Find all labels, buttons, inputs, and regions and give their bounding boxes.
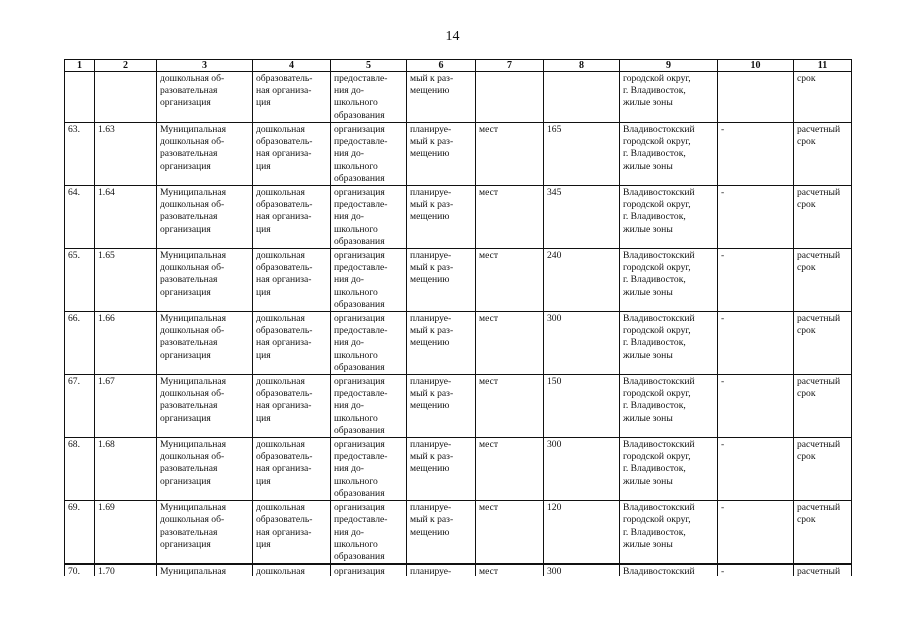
table-cell: - (718, 249, 794, 312)
table-cell: дошкольная образователь- ная организа- ция (253, 249, 331, 312)
table-cell: планируе- (407, 565, 476, 577)
column-header: 9 (620, 60, 718, 72)
table-cell: расчетный срок (794, 186, 852, 249)
table-cell: планируе- мый к раз- мещению (407, 375, 476, 438)
table-cell: 300 (544, 312, 620, 375)
table-cell: Муниципальная дошкольная об- разовательная организация (157, 186, 253, 249)
table-cell: Владивостокский городской округ, г. Владивосток, жилые зоны (620, 123, 718, 186)
table-cell: расчетный срок (794, 312, 852, 375)
table-cell: Владивостокский городской округ, г. Владивосток, жилые зоны (620, 501, 718, 564)
page-number: 14 (445, 29, 460, 44)
table-cell (544, 72, 620, 123)
table-cell: дошкольная образователь- ная организа- ция (253, 438, 331, 501)
table-row (65, 375, 852, 438)
table-cell: планируе- мый к раз- мещению (407, 186, 476, 249)
table-cell (476, 72, 544, 123)
table-cell: Владивостокский городской округ, г. Владивосток, жилые зоны (620, 186, 718, 249)
table-cell: организация предоставле- ния до- школьного образования (331, 312, 407, 375)
column-header: 10 (718, 60, 794, 72)
table-cell: 67. (65, 375, 95, 438)
column-header: 1 (65, 60, 95, 72)
table-cell: - (718, 438, 794, 501)
table-cell: организация предоставле- ния до- школьного образования (331, 186, 407, 249)
table-cell: расчетный срок (794, 249, 852, 312)
table-cell: 65. (65, 249, 95, 312)
column-header: 8 (544, 60, 620, 72)
table-cell: Муниципальная (157, 565, 253, 577)
table-cell: - (718, 123, 794, 186)
table-cell: планируе- мый к раз- мещению (407, 438, 476, 501)
table-cell: - (718, 186, 794, 249)
table-cell: мый к раз- мещению (407, 72, 476, 123)
table-cell: планируе- мый к раз- мещению (407, 123, 476, 186)
table-cell: планируе- мый к раз- мещению (407, 312, 476, 375)
table-cell: 1.69 (95, 501, 157, 564)
table-cell: 63. (65, 123, 95, 186)
table-cell: организация предоставле- ния до- школьного образования (331, 123, 407, 186)
table-cell: образователь- ная организа- ция (253, 72, 331, 123)
table-cell: дошкольная образователь- ная организа- ция (253, 186, 331, 249)
table-cell: Муниципальная дошкольная об- разовательная организация (157, 375, 253, 438)
table-cell: организация предоставле- ния до- школьного образования (331, 438, 407, 501)
table-cell: организация (331, 565, 407, 577)
table-cell: 240 (544, 249, 620, 312)
table-cell (65, 72, 95, 123)
table-cell: Муниципальная дошкольная об- разовательная организация (157, 312, 253, 375)
table-cell: дошкольная (253, 565, 331, 577)
table-cell: планируе- мый к раз- мещению (407, 501, 476, 564)
table-cell: 1.65 (95, 249, 157, 312)
table-row (65, 249, 852, 312)
table-cell: мест (476, 438, 544, 501)
table-cell: 66. (65, 312, 95, 375)
table-row-continued (65, 72, 852, 123)
table-cell: расчетный срок (794, 375, 852, 438)
table-cell: 1.66 (95, 312, 157, 375)
table-cell: 68. (65, 438, 95, 501)
table-cell: - (718, 501, 794, 564)
column-header: 6 (407, 60, 476, 72)
table-cell: 1.64 (95, 186, 157, 249)
table-row-cut (65, 565, 852, 577)
header-row (65, 60, 852, 72)
table-cell: Владивостокский городской округ, г. Владивосток, жилые зоны (620, 312, 718, 375)
table-row (65, 312, 852, 375)
table-cell: 120 (544, 501, 620, 564)
table-cell: мест (476, 375, 544, 438)
table-cell: расчетный (794, 565, 852, 577)
table-row (65, 501, 852, 564)
table-cell: дошкольная образователь- ная организа- ция (253, 312, 331, 375)
table-cell: срок (794, 72, 852, 123)
table-cell: Муниципальная дошкольная об- разовательная организация (157, 123, 253, 186)
table-row (65, 438, 852, 501)
column-header: 2 (95, 60, 157, 72)
table-cell: городской округ, г. Владивосток, жилые зоны (620, 72, 718, 123)
column-header: 7 (476, 60, 544, 72)
table-cell: 165 (544, 123, 620, 186)
table-row (65, 186, 852, 249)
table-cell: 69. (65, 501, 95, 564)
table-cell: мест (476, 565, 544, 577)
table-cell: Муниципальная дошкольная об- разовательная организация (157, 249, 253, 312)
table-cell: планируе- мый к раз- мещению (407, 249, 476, 312)
table-cell: Владивостокский (620, 565, 718, 577)
objects-table (64, 59, 852, 564)
table-cell: Владивостокский городской округ, г. Владивосток, жилые зоны (620, 438, 718, 501)
table-cell: дошкольная об- разовательная организация (157, 72, 253, 123)
column-header: 11 (794, 60, 852, 72)
table-cell: 300 (544, 565, 620, 577)
table-cell: 300 (544, 438, 620, 501)
table-cell: 1.67 (95, 375, 157, 438)
table-cell: Муниципальная дошкольная об- разовательная организация (157, 501, 253, 564)
table-cell: - (718, 565, 794, 577)
table-cell: 1.70 (95, 565, 157, 577)
table-cell: - (718, 312, 794, 375)
table-cell: предоставле- ния до- школьного образования (331, 72, 407, 123)
table-cell: - (718, 375, 794, 438)
table-cell: 150 (544, 375, 620, 438)
table-cell (718, 72, 794, 123)
cut-row-wrapper (64, 564, 854, 576)
table-cell: организация предоставле- ния до- школьного образования (331, 375, 407, 438)
table-cell: Владивостокский городской округ, г. Владивосток, жилые зоны (620, 375, 718, 438)
objects-table-cut (64, 564, 852, 576)
table-cell: расчетный срок (794, 438, 852, 501)
table-cell: 1.63 (95, 123, 157, 186)
table-cell: дошкольная образователь- ная организа- ция (253, 501, 331, 564)
table-cell: дошкольная образователь- ная организа- ция (253, 375, 331, 438)
table-cell: мест (476, 249, 544, 312)
table-cell: Владивостокский городской округ, г. Владивосток, жилые зоны (620, 249, 718, 312)
table-cell: расчетный срок (794, 501, 852, 564)
table-cell: организация предоставле- ния до- школьного образования (331, 501, 407, 564)
table-cell (95, 72, 157, 123)
table-cell: Муниципальная дошкольная об- разовательная организация (157, 438, 253, 501)
table-cell: организация предоставле- ния до- школьного образования (331, 249, 407, 312)
table-cell: 345 (544, 186, 620, 249)
table-cell: мест (476, 312, 544, 375)
table-cell: мест (476, 501, 544, 564)
table-cell: 70. (65, 565, 95, 577)
column-header: 4 (253, 60, 331, 72)
table-row (65, 123, 852, 186)
column-header: 5 (331, 60, 407, 72)
table-cell: мест (476, 186, 544, 249)
table-cell: мест (476, 123, 544, 186)
column-header: 3 (157, 60, 253, 72)
table-cell: расчетный срок (794, 123, 852, 186)
table-cell: 64. (65, 186, 95, 249)
table-cell: 1.68 (95, 438, 157, 501)
table-cell: дошкольная образователь- ная организа- ция (253, 123, 331, 186)
